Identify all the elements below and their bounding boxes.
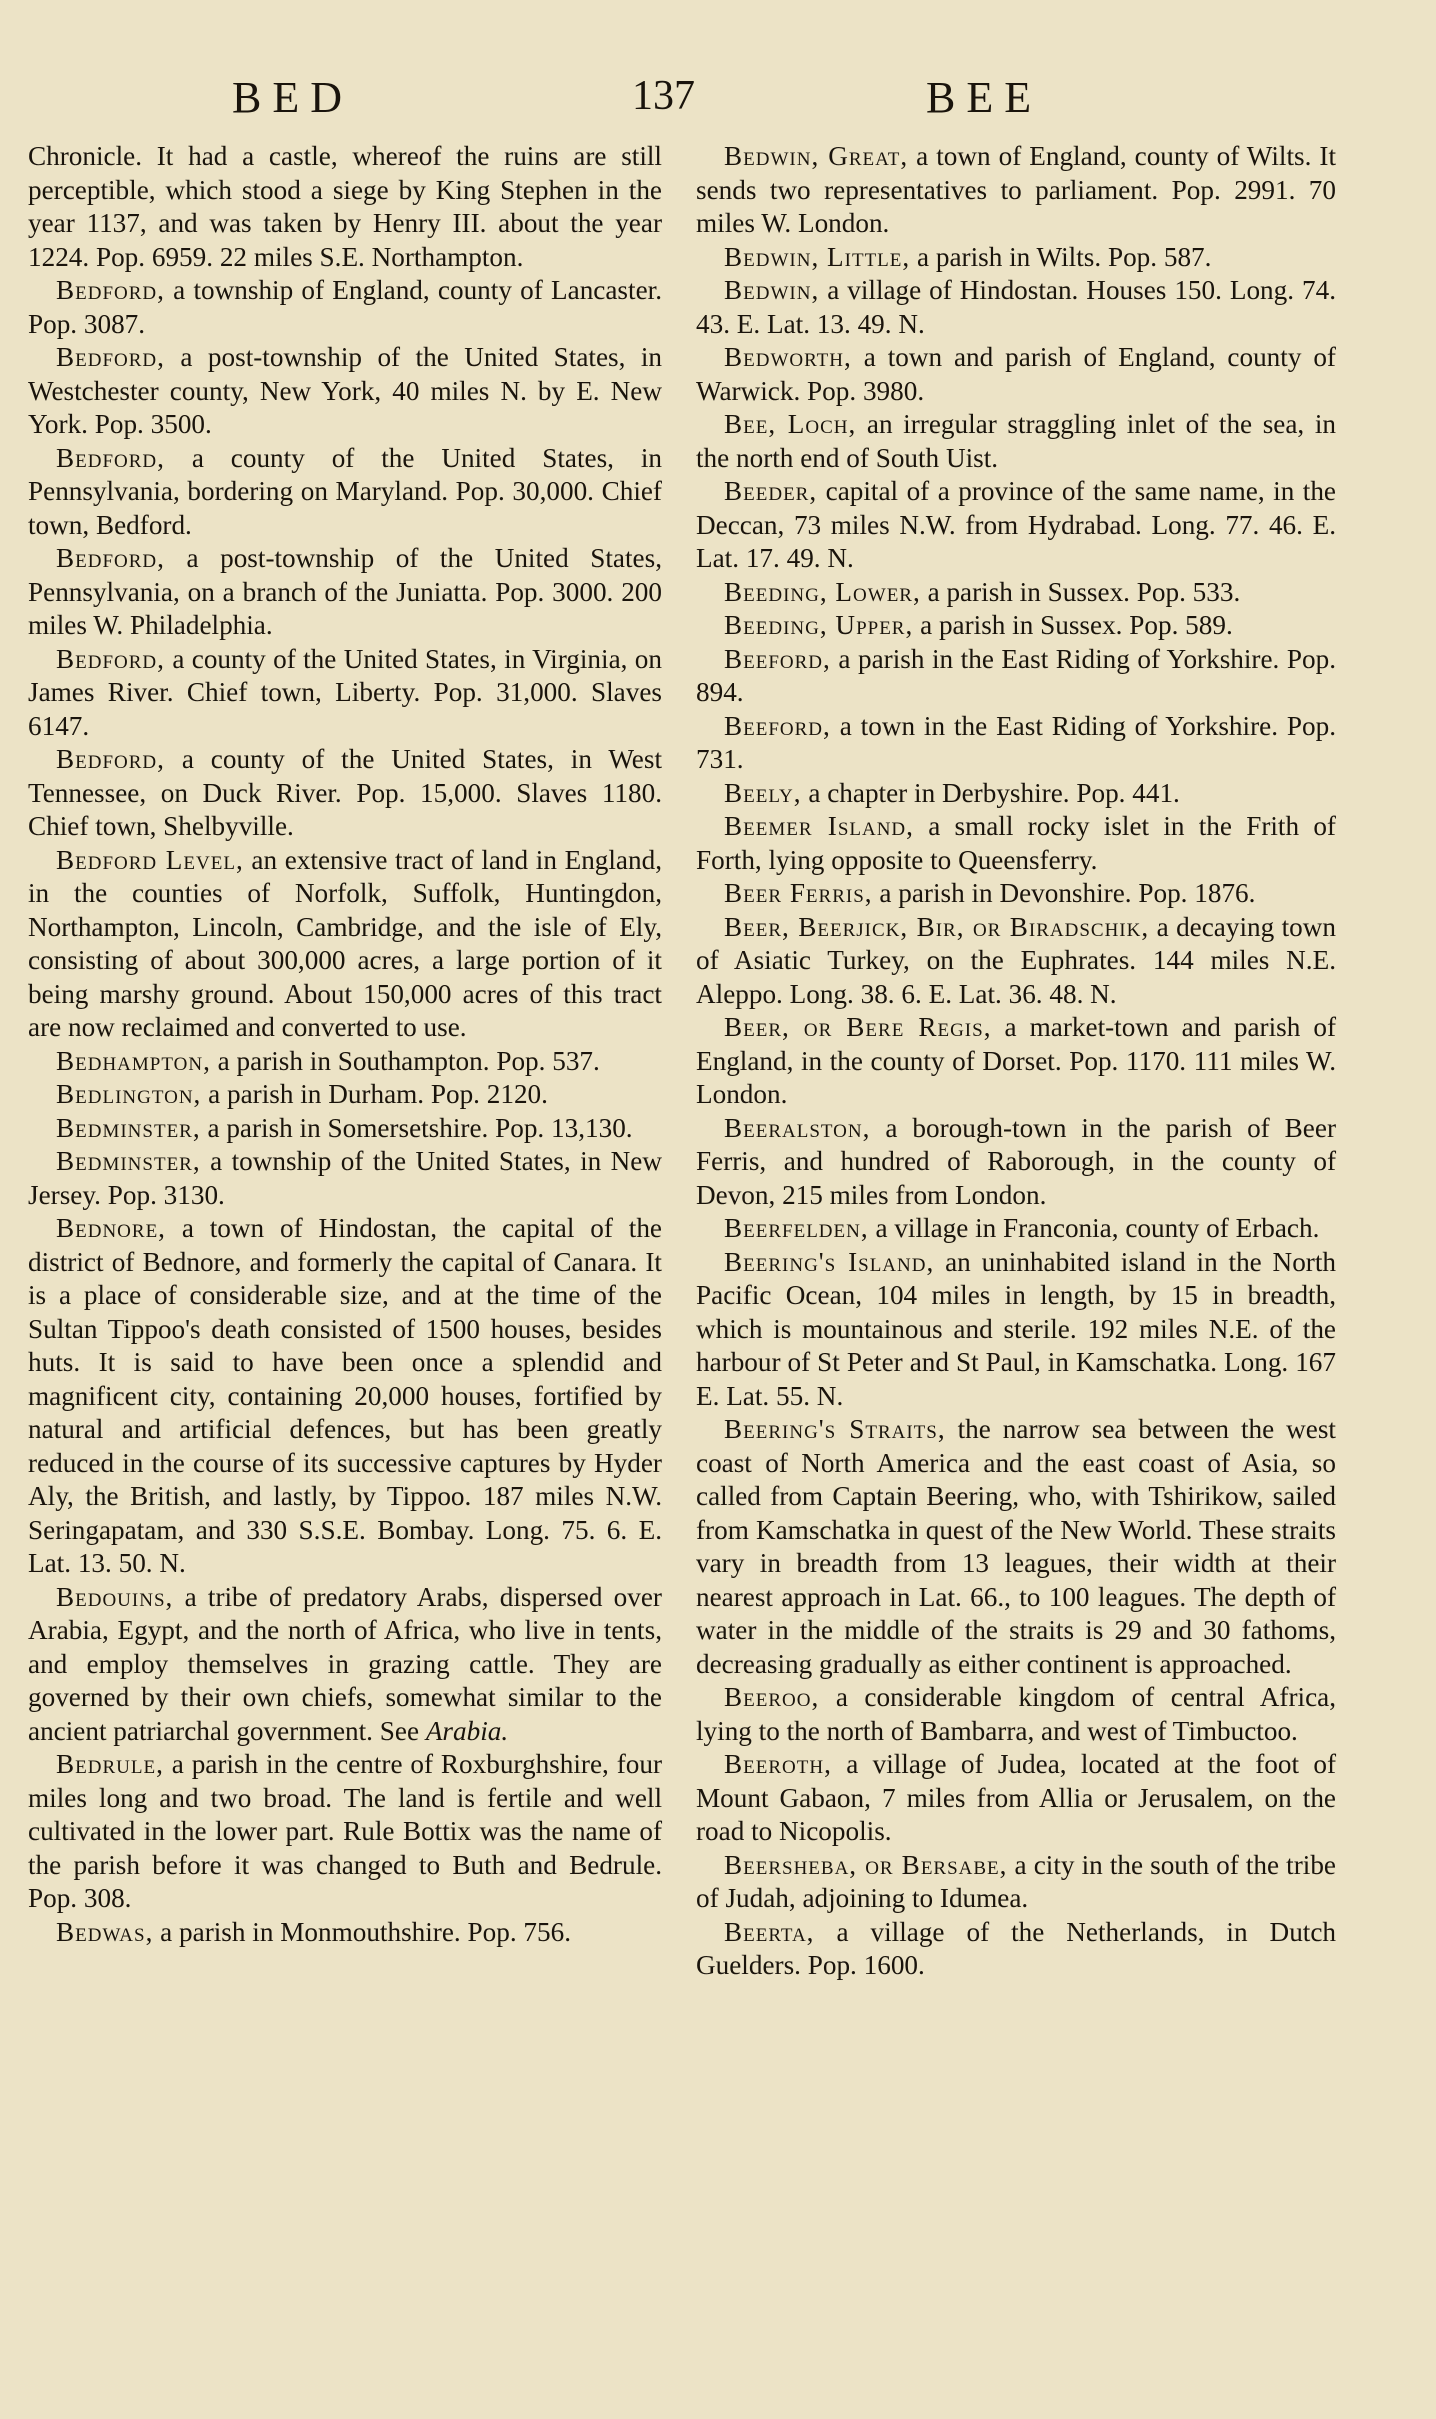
gazetteer-entry (28, 1112, 662, 1146)
entry-headword: Beerta, (724, 1916, 815, 1947)
right-column (696, 140, 1336, 1983)
gazetteer-entry (696, 1212, 1336, 1246)
entry-text: a parish in Southampton. Pop. 537. (210, 1045, 600, 1076)
gazetteer-entry (28, 1045, 662, 1079)
gazetteer-entry (696, 1011, 1336, 1112)
running-header (0, 72, 1436, 132)
entry-headword: Beersheba, or Bersabe, (724, 1849, 1008, 1880)
gazetteer-entry (696, 777, 1336, 811)
entry-headword: Bedford, (56, 275, 165, 305)
gazetteer-entry (28, 643, 662, 744)
entry-headword: Bedminster, (56, 1146, 201, 1176)
entry-text: a township of England, county of Lancaster. Pop. 3087. (28, 275, 662, 339)
entry-text: a county of the United States, in Pennsylvania, bordering on Maryland. Pop. 30,000. Chief town, Bedford. (28, 442, 662, 540)
entry-headword: Bedford, (56, 643, 165, 674)
gazetteer-entry (696, 475, 1336, 576)
entry-headword: Bedwin, Little, (724, 241, 911, 272)
gazetteer-entry (28, 1916, 662, 1950)
entry-text: an irregular straggling inlet of the sea, in the north end of South Uist. (696, 409, 1336, 473)
gazetteer-entry (28, 274, 662, 341)
entry-headword: Beering's Island, (724, 1246, 935, 1277)
entry-headword: Bedwin, (724, 275, 820, 305)
entry-headword: Bedford, (56, 342, 165, 372)
entry-text: a parish in Durham. Pop. 2120. (201, 1079, 548, 1109)
entry-headword: Beer Ferris, (724, 878, 873, 908)
entry-text: a chapter in Derbyshire. Pop. 441. (801, 777, 1180, 808)
entry-text: a considerable kingdom of central Africa, lying to the north of Bambarra, and west of Timbuctoo. (696, 1682, 1336, 1746)
entry-headword: Bedworth, (724, 342, 852, 372)
entry-headword: Beeroo, (724, 1682, 820, 1712)
entry-text: a borough-town in the parish of Beer Ferris, and hundred of Raborough, in the county of Devon, 215 miles from London. (696, 1112, 1336, 1210)
entry-text: a parish in the East Riding of Yorkshire. Pop. 894. (696, 643, 1336, 707)
entry-text: a town in the East Riding of Yorkshire. Pop. 731. (696, 710, 1336, 774)
entry-headword: Beerfelden, (724, 1213, 869, 1243)
entry-text: a parish in Sussex. Pop. 533. (920, 576, 1241, 607)
gazetteer-entry (696, 1681, 1336, 1748)
entry-headword: Beering's Straits, (724, 1414, 946, 1444)
entry-headword: Bedhampton, (56, 1045, 211, 1076)
gazetteer-entry (28, 743, 662, 844)
entry-headword: Beer, Beerjick, Bir, or Biradschik, (724, 911, 1150, 942)
entry-headword: Beeroth, (724, 1749, 832, 1779)
gazetteer-entry (696, 576, 1336, 610)
entry-text: a county of the United States, in West Tennessee, on Duck River. Pop. 15,000. Slaves 1180. Chief town, Shelbyville. (28, 744, 662, 841)
entry-text: a small rocky islet in the Frith of Forth, lying opposite to Queensferry. (696, 811, 1336, 875)
gazetteer-entry (696, 810, 1336, 877)
gazetteer-entry (28, 341, 662, 442)
entry-headword: Bedford, (56, 442, 165, 473)
entry-headword: Bee, Loch, (724, 409, 857, 439)
entry-text: a village in Franconia, county of Erbach. (868, 1213, 1320, 1243)
entry-text: a town of Hindostan, the capital of the district of Bednore, and formerly the capital of Canara. It is a place of considerable size, and at the time of the Sultan Tippoo's death consisted of 1500 houses, besides huts. It is said to have been once a splendid and magnificent city, containing 20,000 houses, fortified by natural and artificial defences, but has been greatly reduced in the course of its successive captures by Hyder Aly, the British, and lastly, by Tippoo. 187 miles N.W. Seringapatam, and 330 S.S.E. Bombay. Long. 75. 6. E. Lat. 13. 50. N. (28, 1213, 662, 1578)
entry-text: a decaying town of Asiatic Turkey, on the Euphrates. 144 miles N.E. Aleppo. Long. 38. 6. E. Lat. 36. 48. N. (696, 911, 1336, 1009)
gazetteer-entry (696, 408, 1336, 475)
entry-headword: Beeford, (724, 643, 831, 674)
entry-headword: Bedlington, (56, 1079, 202, 1109)
entry-text: the narrow sea between the west coast of North America and the east coast of Asia, so called from Captain Beering, who, with Tshirikow, sailed from Kamschatka in quest of the New World. These straits vary in breadth from 13 leagues, their width at their nearest approach in Lat. 66., to 100 leagues. The depth of water in the middle of the straits is 29 and 30 fathoms, decreasing gradually as either continent is approached. (696, 1414, 1336, 1679)
gazetteer-entry (28, 1581, 662, 1749)
left-column (28, 140, 662, 1949)
gazetteer-entry (28, 542, 662, 643)
entry-text: a post-township of the United States, in Westchester county, New York, 40 miles N. by E. New York. Pop. 3500. (28, 342, 662, 439)
entry-cross-reference: Arabia. (425, 1715, 509, 1746)
entry-text: a post-township of the United States, Pennsylvania, on a branch of the Juniatta. Pop. 3000. 200 miles W. Philadelphia. (28, 543, 662, 640)
entry-headword: Beeford, (724, 710, 831, 741)
gazetteer-entry (28, 1078, 662, 1112)
header-right-guide: B E E (926, 73, 1032, 122)
gazetteer-entry (28, 844, 662, 1045)
gazetteer-entry (696, 274, 1336, 341)
entry-headword: Beeding, Lower, (724, 576, 921, 607)
header-left-guide: B E D (232, 73, 342, 122)
entry-headword: Beemer Island, (724, 811, 914, 841)
entry-text: a parish in Devonshire. Pop. 1876. (872, 878, 1256, 908)
entry-text: an extensive tract of land in England, in the counties of Norfolk, Suffolk, Huntingdon, Northampton, Lincoln, Cambridge, and the isle of Ely, consisting of about 300,000 acres, a large portion of it being marshy ground. About 150,000 acres of this tract are now reclaimed and converted to use. (28, 844, 662, 1042)
gazetteer-entry (696, 1748, 1336, 1849)
entry-text: Chronicle. It had a castle, whereof the ruins are still perceptible, which stood a siege by King Stephen in the year 1137, and was taken by Henry III. about the year 1224. Pop. 6959. 22 miles S.E. Northampton. (28, 141, 662, 272)
gazetteer-entry (696, 140, 1336, 241)
gazetteer-entry (696, 877, 1336, 911)
entry-headword: Beeding, Upper, (724, 610, 914, 640)
gazetteer-entry (696, 241, 1336, 275)
entry-headword: Beeralston, (724, 1112, 871, 1143)
entry-text: a parish in Sussex. Pop. 589. (913, 610, 1233, 640)
entry-headword: Bedwin, Great, (724, 141, 909, 171)
entry-headword: Bedminster, (56, 1112, 201, 1143)
gazetteer-entry (28, 1145, 662, 1212)
entry-headword: Beer, or Bere Regis, (724, 1012, 992, 1042)
entry-headword: Beely, (724, 777, 802, 808)
entry-headword: Beeder, (724, 476, 818, 506)
gazetteer-entry (696, 341, 1336, 408)
gazetteer-entry (28, 1212, 662, 1581)
gazetteer-entry (28, 140, 662, 274)
entry-text: a town of England, county of Wilts. It sends two representatives to parliament. Pop. 2991. 70 miles W. London. (696, 141, 1337, 238)
gazetteer-entry (696, 1246, 1336, 1414)
gazetteer-entry (696, 643, 1336, 710)
entry-text: a parish in Wilts. Pop. 587. (910, 241, 1212, 272)
entry-text: capital of a province of the same name, in the Deccan, 73 miles N.W. from Hydrabad. Long. 77. 46. E. Lat. 17. 49. N. (696, 476, 1336, 573)
gazetteer-entry (696, 710, 1336, 777)
gazetteer-entry (28, 1748, 662, 1916)
entry-headword: Bedford, (56, 744, 165, 774)
entry-text: an uninhabited island in the North Pacific Ocean, 104 miles in length, by 15 in breadth, which is mountainous and sterile. 192 miles N.E. of the harbour of St Peter and St Paul, in Kamschatka. Long. 167 E. Lat. 55. N. (696, 1246, 1336, 1411)
entry-text: a market-town and parish of England, in the county of Dorset. Pop. 1170. 111 miles W. London. (696, 1012, 1336, 1109)
entry-text: a tribe of predatory Arabs, dispersed over Arabia, Egypt, and the north of Africa, who live in tents, and employ themselves in grazing cattle. They are governed by their own chiefs, somewhat similar to the ancient patriarchal government. See (28, 1581, 662, 1746)
entry-text: a village of Hindostan. Houses 150. Long. 74. 43. E. Lat. 13. 49. N. (696, 275, 1336, 339)
entry-text: a village of Judea, located at the foot of Mount Gabaon, 7 miles from Allia or Jerusalem, on the road to Nicopolis. (696, 1749, 1336, 1846)
entry-text: a township of the United States, in New Jersey. Pop. 3130. (28, 1146, 662, 1210)
gazetteer-entry (696, 1849, 1336, 1916)
entry-text: a parish in Monmouthshire. Pop. 756. (153, 1916, 571, 1947)
entry-text: a county of the United States, in Virginia, on James River. Chief town, Liberty. Pop. 31,000. Slaves 6147. (28, 643, 662, 741)
entry-headword: Bedouins, (56, 1581, 174, 1612)
entry-text: a parish in Somersetshire. Pop. 13,130. (200, 1112, 633, 1143)
page-number: 137 (632, 73, 695, 119)
gazetteer-entry (696, 1112, 1336, 1213)
gazetteer-entry (696, 1916, 1336, 1983)
entry-text: a parish in the centre of Roxburghshire, four miles long and two broad. The land is fertile and well cultivated in the lower part. Rule Bottix was the name of the parish before it was changed to Buth and Bedrule. Pop. 308. (28, 1749, 662, 1913)
entry-text: a village of the Netherlands, in Dutch Guelders. Pop. 1600. (696, 1916, 1336, 1980)
gazetteer-entry (696, 911, 1336, 1012)
gazetteer-entry (28, 442, 662, 543)
gazetteer-entry (696, 1413, 1336, 1681)
entry-headword: Bedrule, (56, 1749, 164, 1779)
entry-headword: Bedwas, (56, 1916, 154, 1947)
entry-headword: Bednore, (56, 1213, 166, 1243)
gazetteer-entry (696, 609, 1336, 643)
entry-headword: Bedford, (56, 543, 165, 573)
entry-text: a city in the south of the tribe of Judah, adjoining to Idumea. (696, 1849, 1337, 1913)
entry-headword: Bedford Level, (56, 844, 244, 875)
entry-text: a town and parish of England, county of Warwick. Pop. 3980. (696, 342, 1336, 406)
